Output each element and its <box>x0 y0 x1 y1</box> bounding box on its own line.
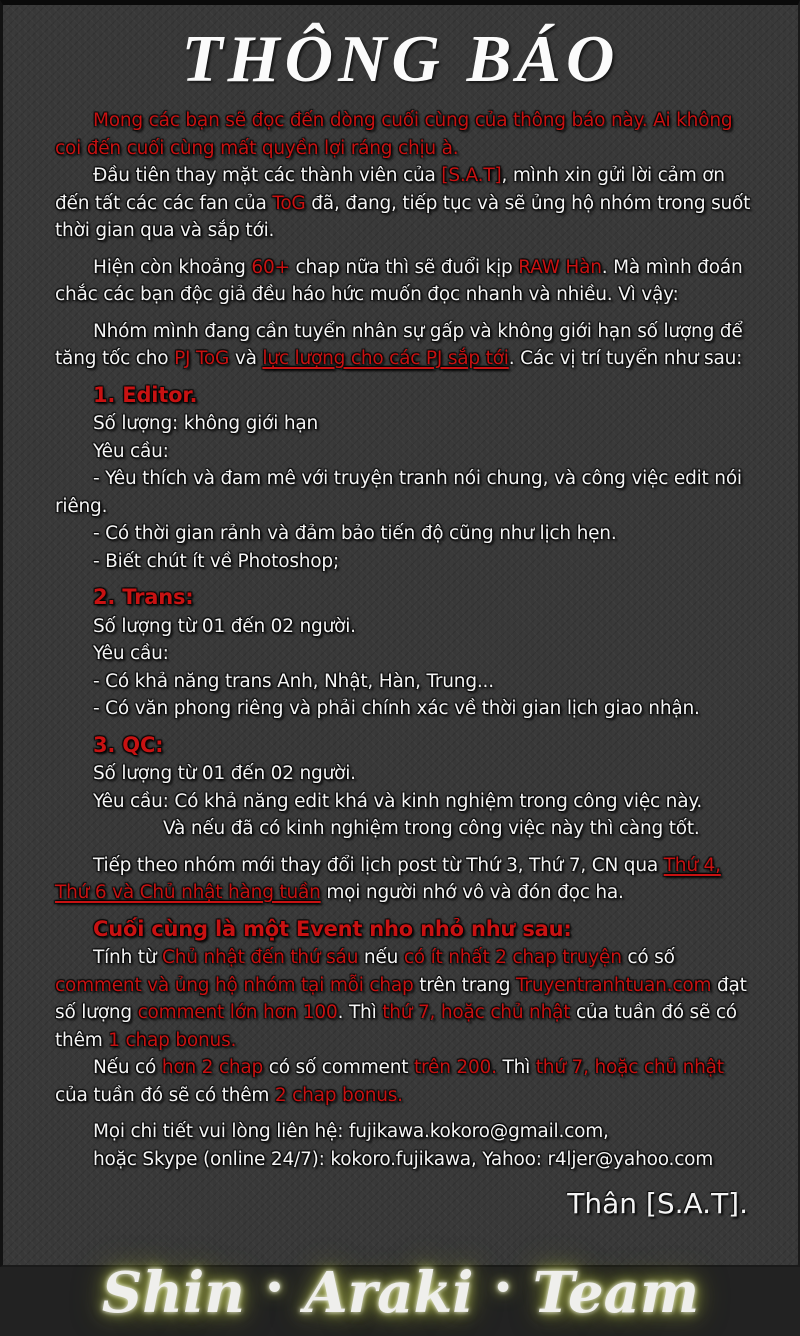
page-title: THÔNG BÁO <box>181 22 620 96</box>
text-segment: Thứ 4, Thứ 6 và Chủ nhật hàng tuần <box>55 854 721 903</box>
text-segment: Nếu có <box>93 1057 162 1078</box>
text-segment: - Biết chút ít về Photoshop; <box>93 550 339 572</box>
text-segment: Yêu cầu: Có khả năng edit khá và kinh nghiệm trong công việc này. <box>93 790 703 812</box>
text-segment: Mong các bạn sẽ đọc đến dòng cuối cùng của thông báo này. Ai không coi đến cuối cùng mất quyền lợi ráng chịu à. <box>55 110 733 159</box>
text-segment: 2. Trans: <box>93 585 194 609</box>
text-segment: của tuần đó sẽ có thêm <box>55 1002 737 1051</box>
heading-editor <box>55 382 760 411</box>
paragraph-trans-requirements-label <box>55 640 760 668</box>
text-segment: Và nếu đã có kinh nghiệm trong công việc này thì càng tốt. <box>163 818 700 839</box>
text-segment: thứ 7, hoặc chủ nhật <box>535 1057 724 1078</box>
paragraph-event-rule-2 <box>55 1054 760 1109</box>
text-segment: Số lượng từ 01 đến 02 người. <box>93 615 356 637</box>
text-segment: 2 chap bonus. <box>274 1084 403 1106</box>
text-segment: 3. QC: <box>93 732 164 757</box>
paragraph-qc-quota <box>55 760 760 788</box>
paragraph-trans-req-1 <box>55 668 760 696</box>
paragraph-editor-req-2 <box>55 520 760 548</box>
text-segment: trên 200. <box>413 1057 497 1078</box>
text-segment: Số lượng: không giới hạn <box>93 413 319 434</box>
text-segment: và <box>229 348 263 369</box>
logo-separator-dot: • <box>265 1271 285 1306</box>
text-segment: đạt số lượng <box>55 974 747 1023</box>
heading-qc <box>55 732 760 761</box>
text-segment: Yêu cầu: <box>93 643 169 664</box>
text-segment: nếu <box>358 947 404 968</box>
paragraph-trans-req-2 <box>55 695 760 723</box>
paragraph-editor-requirements-label <box>55 438 760 466</box>
team-logo <box>3 1246 798 1336</box>
text-segment: - Có khả năng trans Anh, Nhật, Hàn, Trung... <box>93 670 494 692</box>
heading-trans <box>55 584 760 613</box>
logo-separator-dot: • <box>493 1271 513 1306</box>
text-segment: có số <box>621 947 675 968</box>
text-segment: Số lượng từ 01 đến 02 người. <box>93 763 356 784</box>
signature: Thân [S.A.T]. <box>567 1187 748 1220</box>
text-segment: ToG <box>272 192 306 214</box>
paragraph-editor-req-1 <box>55 465 760 520</box>
paragraph-contact-skype <box>55 1146 760 1174</box>
text-segment: PJ ToG <box>174 348 230 369</box>
paragraph-schedule <box>55 852 760 907</box>
text-segment: - Có văn phong riêng và phải chính xác về thời gian lịch giao nhận. <box>93 698 700 719</box>
logo-word: Shin <box>101 1260 246 1326</box>
text-segment: comment lớn hơn 100 <box>137 1002 338 1023</box>
text-segment: comment và ủng hộ nhóm tại mỗi chap <box>55 974 414 996</box>
text-segment: có số comment <box>263 1057 414 1078</box>
text-segment: thứ 7, hoặc chủ nhật <box>382 1002 571 1023</box>
text-segment: Đầu tiên thay mặt các thành viên của <box>93 165 442 186</box>
text-segment: hơn 2 chap <box>161 1057 264 1078</box>
text-segment: của tuần đó sẽ có thêm <box>55 1084 275 1106</box>
text-segment: Tính từ <box>93 947 163 968</box>
text-segment: hoặc Skype (online 24/7): kokoro.fujikawa, Yahoo: r4ljer@yahoo.com <box>93 1148 714 1170</box>
logo-word: Araki <box>304 1260 474 1326</box>
text-segment: mọi người nhớ vô và đón đọc ha. <box>320 882 624 903</box>
text-segment: Thì <box>496 1057 536 1078</box>
paragraph-editor-req-3 <box>55 548 760 576</box>
text-segment: Yêu cầu: <box>93 440 169 462</box>
announcement-body <box>3 107 798 1173</box>
logo-word: Team <box>532 1260 700 1326</box>
text-segment: Truyentranhtuan.com <box>516 974 712 996</box>
text-segment: 1 chap bonus. <box>108 1029 237 1051</box>
text-segment: chap nữa thì sẽ đuổi kịp <box>289 256 519 278</box>
text-segment: - Có thời gian rảnh và đảm bảo tiến độ cũng như lịch hẹn. <box>93 523 617 544</box>
paragraph-event-rule-1 <box>55 944 760 1054</box>
text-segment: . Các vị trí tuyển như sau: <box>508 348 743 369</box>
text-segment: RAW Hàn <box>518 256 602 278</box>
text-segment: trên trang <box>413 974 517 996</box>
paragraph-qc-req-2 <box>55 815 760 843</box>
paragraph-thanks <box>55 162 760 245</box>
text-segment: Hiện còn khoảng <box>93 256 252 278</box>
paragraph-trans-quota <box>55 613 760 641</box>
text-segment: - Yêu thích và đam mê với truyện tranh nói chung, và công việc edit nói riêng. <box>55 468 742 517</box>
paragraph-editor-quota <box>55 410 760 438</box>
text-segment: [S.A.T] <box>441 165 502 186</box>
text-segment: Chủ nhật đến thứ sáu <box>162 947 359 968</box>
text-segment: Tiếp theo nhóm mới thay đổi lịch post từ Thứ 3, Thứ 7, CN qua <box>93 854 664 876</box>
paragraph-progress <box>55 254 760 309</box>
paragraph-qc-req-1 <box>55 788 760 816</box>
text-segment: đã, đang, tiếp tục và sẽ ủng hộ nhóm trong suốt thời gian qua và sắp tới. <box>55 192 751 241</box>
text-segment: 1. Editor. <box>93 382 198 407</box>
paragraph-recruiting <box>55 318 760 373</box>
text-segment: có ít nhất 2 chap truyện <box>403 947 622 968</box>
text-segment: Cuối cùng là một Event nho nhỏ như sau: <box>93 916 572 941</box>
text-segment: 60+ <box>251 256 290 278</box>
paragraph-intro-warning <box>55 107 760 162</box>
heading-event <box>55 916 760 945</box>
text-segment: Mọi chi tiết vui lòng liên hệ: fujikawa.kokoro@gmail.com, <box>93 1121 609 1142</box>
text-segment: . Mà mình đoán chắc các bạn độc giả đều háo hức muốn đọc nhanh và nhiều. Vì vậy: <box>55 256 743 305</box>
text-segment: , mình xin gửi lời cảm ơn đến tất các các fan của <box>55 165 725 214</box>
paragraph-contact-email <box>55 1118 760 1146</box>
text-segment: lực lượng cho các PJ sắp tới <box>262 348 509 369</box>
text-segment: . Thì <box>337 1002 383 1023</box>
text-segment: Nhóm mình đang cần tuyển nhân sự gấp và không giới hạn số lượng để tăng tốc cho <box>55 320 743 369</box>
